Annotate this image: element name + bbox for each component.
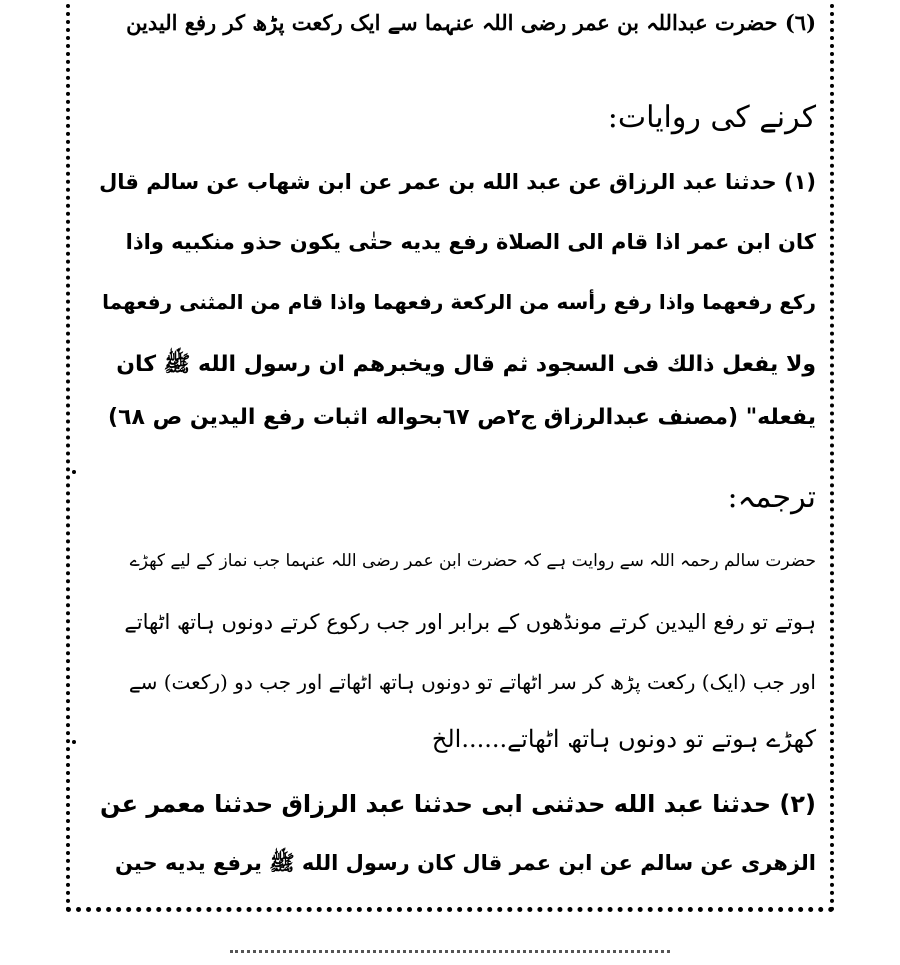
translation-line-2: ہوتے تو رفع الیدین کرتے مونڈھوں کے برابر اور جب رکوع کرتے دونوں ہاتھ اٹھاتے [124, 610, 816, 634]
hadith-1-line-1: (١) حدثنا عبد الرزاق عن عبد الله بن عمر عن ابن شهاب عن سالم قال [99, 170, 816, 194]
hadith-2-line-1: (٢) حدثنا عبد الله حدثنى ابى حدثنا عبد الرزاق حدثنا معمر عن [100, 790, 816, 818]
margin-dot [72, 470, 76, 474]
hadith-1-line-2: كان ابن عمر اذا قام الى الصلاة رفع يديه حتٰى يكون حذو منكبيه واذا [125, 230, 816, 254]
margin-dot [72, 740, 76, 744]
hadith-1-line-4: ولا يفعل ذالك فى السجود ثم قال ويخبرهم ان رسول الله ﷺ كان [116, 352, 816, 377]
hadith-2-line-2: الزهرى عن سالم عن ابن عمر قال كان رسول الله ﷺ يرفع يديه حين [115, 851, 816, 875]
footer-rule [230, 950, 670, 953]
translation-line-4: کھڑے ہوتے تو دونوں ہاتھ اٹھاتے......الخ [431, 725, 816, 753]
hadith-1-citation: يفعله" (مصنف عبدالرزاق ج٢ص ٦٧بحواله اثبات رفع اليدين ص ٦٨) [108, 405, 816, 430]
page-title: (٦) حضرت عبداللہ بن عمر رضی اللہ عنہما سے ایک رکعت پڑھ کر رفع الیدین [126, 10, 816, 35]
translation-heading: ترجمہ: [727, 480, 816, 515]
hadith-1-line-3: ركع رفعهما واذا رفع رأسه من الركعة رفعهما واذا قام من المثنى رفعهما [102, 290, 816, 314]
translation-line-1: حضرت سالم رحمہ اللہ سے روایت ہے کہ حضرت ابن عمر رضی اللہ عنہما جب نماز کے لیے کھڑے [129, 551, 816, 571]
page-subtitle: کرنے کی روایات: [607, 100, 816, 135]
translation-line-3: اور جب (ایک) رکعت پڑھ کر سر اٹھاتے تو دونوں ہاتھ اٹھاتے اور جب دو (رکعت) سے [128, 670, 816, 694]
page-border [66, 4, 834, 912]
